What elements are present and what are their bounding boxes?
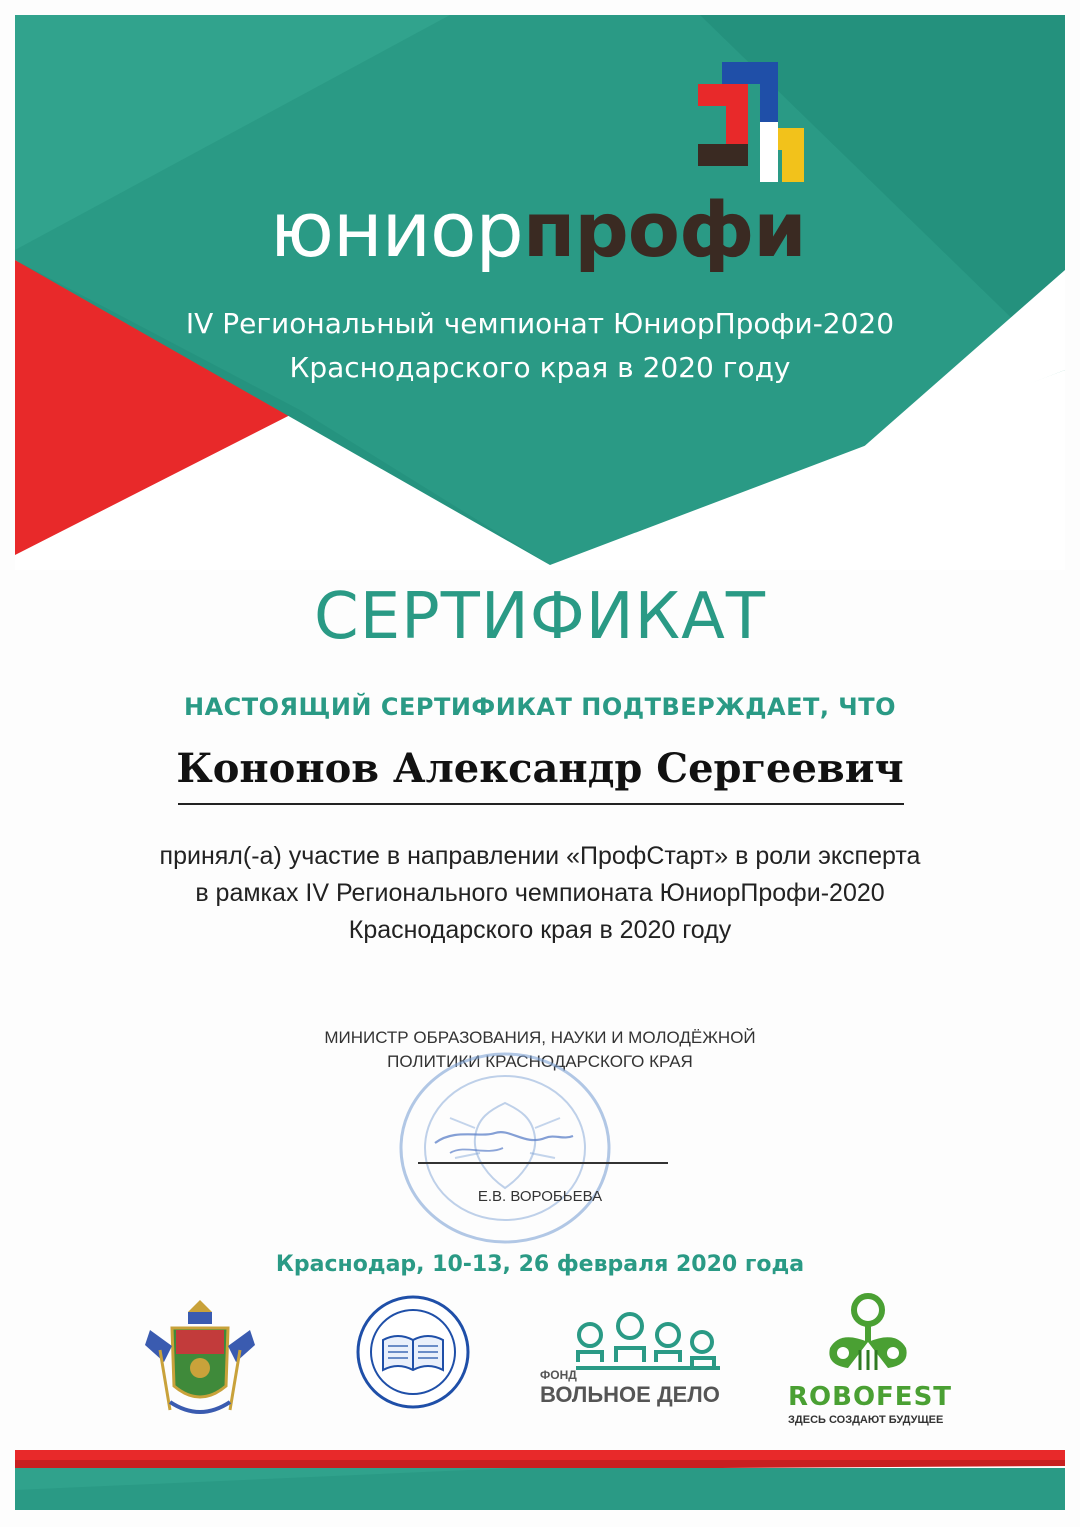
- robofest-logo-icon: [829, 1296, 906, 1370]
- certificate-description: [0, 838, 1080, 949]
- signer-name: Е.В. ВОРОБЬЕВА: [477, 1188, 603, 1205]
- recipient-name: Кононов Александр Сергеевич: [176, 745, 904, 792]
- description-line-1: принял(-а) участие в направлении «ПрофСтарт» в роли эксперта: [159, 842, 921, 870]
- official-stamp-icon: [395, 1048, 615, 1248]
- confirm-text: НАСТОЯЩИЙ СЕРТИФИКАТ ПОДТВЕРЖДАЕТ, ЧТО: [184, 693, 896, 721]
- robofest-name: ROBOFEST: [788, 1382, 953, 1412]
- description-line-2: в рамках IV Регионального чемпионата ЮниорПрофи-2020: [195, 879, 885, 907]
- certificate-title: СЕРТИФИКАТ: [314, 580, 766, 654]
- position-line-2: ПОЛИТИКИ КРАСНОДАРСКОГО КРАЯ: [387, 1052, 693, 1071]
- championship-subtitle: [0, 302, 1080, 390]
- name-underline: [178, 803, 904, 805]
- fund-volnoe-delo-icon: [576, 1314, 720, 1368]
- robofest-slogan: ЗДЕСЬ СОЗДАЮТ БУДУЩЕЕ: [788, 1414, 944, 1426]
- subtitle-line-1: IV Региональный чемпионат ЮниорПрофи-2020: [185, 307, 895, 340]
- brand-logo-text: [270, 185, 830, 274]
- krasnodar-coat-of-arms-icon: [145, 1300, 255, 1412]
- description-line-3: Краснодарского края в 2020 году: [348, 916, 732, 944]
- ministry-seal-icon: [358, 1297, 468, 1407]
- fund-small-label: ФОНД: [540, 1368, 577, 1382]
- brand-bold-text: профи: [522, 185, 806, 274]
- signature-line: [418, 1162, 668, 1164]
- position-line-1: МИНИСТР ОБРАЗОВАНИЯ, НАУКИ И МОЛОДЁЖНОЙ: [324, 1028, 756, 1047]
- fund-name-label: ВОЛЬНОЕ ДЕЛО: [540, 1382, 720, 1407]
- brand-light-text: юниор: [270, 185, 523, 274]
- header-background: [0, 0, 1080, 570]
- subtitle-line-2: Краснодарского края в 2020 году: [289, 351, 791, 384]
- place-and-date: Краснодар, 10-13, 26 февраля 2020 года: [275, 1252, 805, 1277]
- bottom-decorative-bar: [15, 1450, 1065, 1510]
